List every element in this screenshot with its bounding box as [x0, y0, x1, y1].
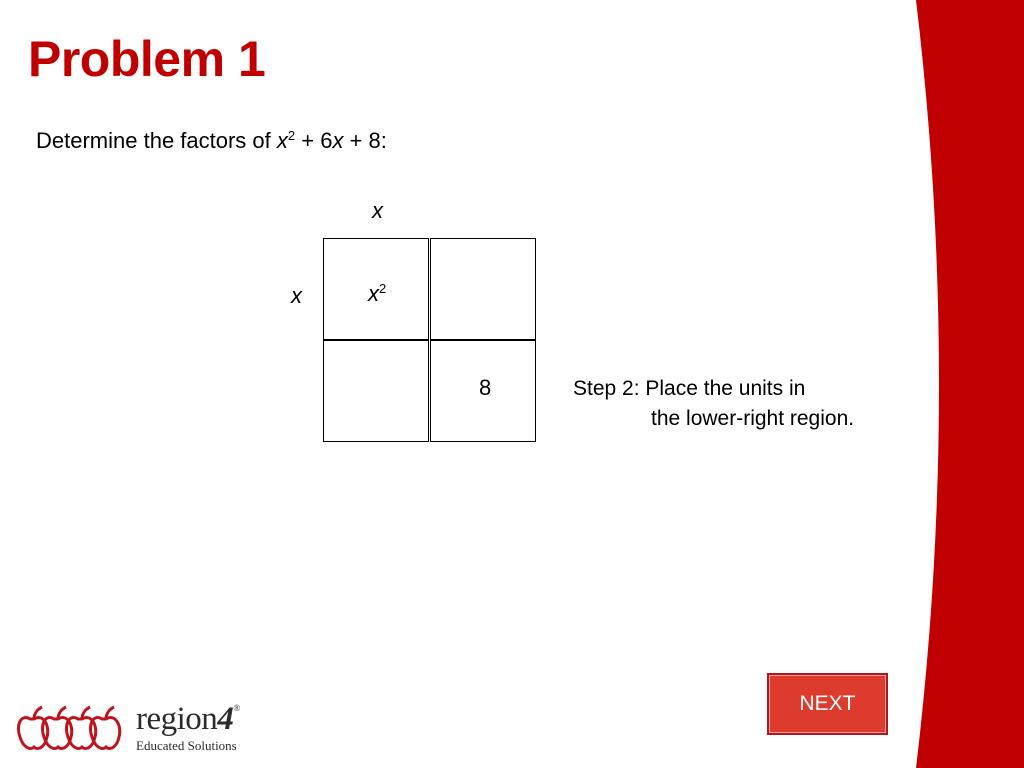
grid-cell-bottom-left [323, 340, 429, 442]
cell-x-squared [368, 281, 386, 307]
logo-registered-mark: ® [233, 703, 240, 713]
step-instruction [573, 374, 854, 434]
row-factor-label: x [291, 283, 302, 308]
area-model-grid [323, 238, 538, 444]
grid-cell-top-left [323, 238, 429, 340]
logo-number: 4 [217, 701, 234, 737]
prompt-lead: Determine the factors of [36, 128, 277, 153]
prompt-middle: + 6 [295, 128, 333, 153]
grid-cell-bottom-right [430, 340, 536, 442]
logo-word-region: region [136, 701, 218, 737]
decorative-side-band [904, 0, 1024, 768]
step-line-2: the lower-right region. [651, 407, 855, 430]
region4-logo [14, 701, 264, 755]
prompt-variable-2: x [332, 128, 344, 153]
cell-variable: x [368, 281, 379, 306]
prompt-variable: x [276, 128, 288, 153]
logo-wordmark [136, 701, 240, 738]
cell-exponent: 2 [379, 281, 387, 296]
problem-prompt [36, 128, 387, 154]
prompt-exponent: 2 [287, 128, 296, 143]
logo-tagline: Educated Solutions [136, 738, 237, 753]
column-factor-label: x [372, 198, 383, 223]
grid-cell-top-right [430, 238, 536, 340]
cell-units-value: 8 [479, 375, 492, 400]
slide-title: Problem 1 [28, 31, 266, 87]
apples-icon [14, 705, 134, 753]
next-button[interactable]: NEXT [767, 673, 888, 735]
prompt-tail: + 8: [343, 128, 387, 153]
step-line-1: Step 2: Place the units in [573, 377, 806, 400]
